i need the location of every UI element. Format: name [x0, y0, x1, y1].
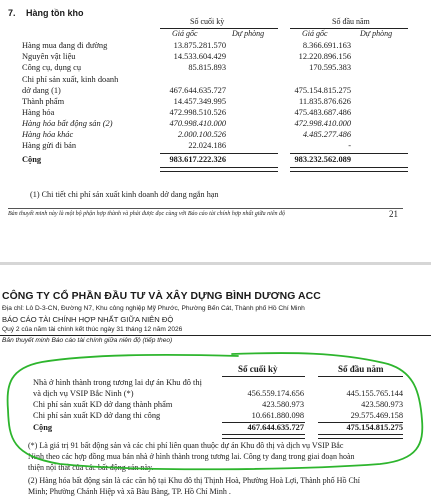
table-cell: 456.559.174.656: [247, 389, 304, 398]
footer-rule: [8, 208, 403, 209]
table-cell: 475.483.687.486: [294, 108, 351, 117]
scan-separator: [0, 262, 431, 265]
highlight-circle: [0, 340, 431, 475]
table-row-label: Chi phí sản xuất KD dở dang thi công: [33, 411, 161, 420]
note-star-line: thiện nội thất của các bất động sản này.: [28, 463, 154, 472]
report-title: BÁO CÁO TÀI CHÍNH HỢP NHẤT GIỮA NIÊN ĐỘ: [2, 315, 174, 324]
total-label: Cộng: [33, 423, 53, 432]
total-cell: 983.232.562.089: [294, 155, 351, 164]
table-cell: 12.220.896.156: [298, 52, 351, 61]
section-title: Hàng tồn kho: [26, 8, 84, 18]
total-rule: [160, 153, 278, 154]
total-label: Cộng: [22, 155, 42, 164]
sub-header-provision: Dự phòng: [360, 29, 393, 38]
section-number: 7.: [8, 8, 16, 18]
total-cell: 475.154.815.275: [346, 423, 403, 432]
table-cell: 85.815.893: [188, 63, 226, 72]
table-row-label: Hàng hóa khác: [22, 130, 74, 139]
col-header-begin: Số đầu năm: [338, 364, 384, 374]
table-cell: 472.998.510.526: [169, 108, 226, 117]
total-cell: 467.644.635.727: [247, 423, 304, 432]
note-star-line: (*) Là giá trị 91 bất động sản và các chi phí liên quan thuộc dự án Khu đô thị và dịch vụ VSIP Bắc: [28, 441, 344, 450]
sub-header-cost: Giá gốc: [302, 29, 328, 38]
page-number: 21: [389, 209, 398, 219]
table-cell: -: [348, 141, 351, 150]
table-cell: 29.575.469.158: [350, 411, 403, 420]
company-name: CÔNG TY CỔ PHẦN ĐẦU TƯ VÀ XÂY DỰNG BÌNH DƯƠNG ACC: [2, 291, 321, 302]
note-2-line: Minh; Phường Chánh Hiệp và xã Bàu Bàng, TP. Hồ Chí Minh .: [28, 487, 231, 496]
table-cell: 470.998.410.000: [169, 119, 226, 128]
table-row-label: Nguyên vật liệu: [22, 52, 76, 61]
total-rule: [290, 153, 408, 154]
table-row-label: Hàng hóa: [22, 108, 55, 117]
total-cell: 983.617.222.326: [169, 155, 226, 164]
table-cell: 472.998.410.000: [294, 119, 351, 128]
footnote: (1) Chi tiết chi phí sản xuất kinh doanh dở dang ngắn hạn: [30, 190, 219, 199]
company-address: Địa chỉ: Lô D-3-CN, Đường N7, Khu công nghiệp Mỹ Phước, Phường Bến Cát, Thành phố Hồ Chí Minh: [2, 305, 305, 312]
table-cell: 445.155.765.144: [346, 389, 403, 398]
table-row-label: Hàng hóa bất động sản (2): [22, 119, 113, 128]
table-cell: 14.457.349.995: [173, 97, 226, 106]
table-cell: 22.024.186: [188, 141, 226, 150]
table-cell: 2.000.100.526: [177, 130, 226, 139]
table-cell: 423.580.973: [361, 400, 403, 409]
table-row-label: Hàng gửi đi bán: [22, 141, 77, 150]
table-row-label: dở dang (1): [22, 86, 61, 95]
table-row-label: Chi phí sản xuất KD dở dang thành phẩm: [33, 400, 173, 409]
note-line: Bản thuyết minh Báo cáo tài chính giữa niên độ (tiếp theo): [2, 337, 173, 344]
highlight-stroke: [8, 353, 423, 469]
sub-header-provision: Dự phòng: [232, 29, 265, 38]
note-star-line: Ninh theo các hợp đồng mua bán nhà ở hình thành trong tương lai. Công ty đang trong giai đoạn hoàn: [28, 452, 355, 461]
note-2-line: (2) Hàng hóa bất động sản là các căn hộ tại Khu đô thị Thịnh Hoà, Phường Hoà Lợi, Thành phố Hồ Chí: [28, 476, 360, 485]
table-cell: 14.533.604.429: [173, 52, 226, 61]
double-rule: [160, 167, 278, 172]
table-cell: 8.366.691.163: [302, 41, 351, 50]
col-header-end: Số cuối kỳ: [238, 364, 278, 374]
table-cell: 10.661.880.098: [251, 411, 304, 420]
col-group-begin: Số đầu năm: [332, 17, 370, 26]
col-group-end: Số cuối kỳ: [190, 17, 225, 26]
table-cell: 11.835.876.626: [298, 97, 351, 106]
table-cell: 475.154.815.275: [294, 86, 351, 95]
table-cell: 13.875.281.570: [173, 41, 226, 50]
table-cell: 170.595.383: [309, 63, 351, 72]
footer-text: Bản thuyết minh này là một bộ phận hợp thành và phải được đọc cùng với Báo cáo tài chính hợp nhất giữa niên độ: [8, 211, 285, 217]
sub-header-cost: Giá gốc: [172, 29, 198, 38]
table-row-label: Công cụ, dụng cụ: [22, 63, 82, 72]
table-row-label: Nhà ở hình thành trong tương lai dự án Khu đô thị: [33, 378, 202, 387]
table-row-label: và dịch vụ VSIP Bắc Ninh (*): [33, 389, 134, 398]
double-rule: [290, 167, 408, 172]
header-rule: [0, 335, 431, 336]
table-cell: 423.580.973: [262, 400, 304, 409]
table-cell: 467.644.635.727: [169, 86, 226, 95]
report-period: Quý 2 của năm tài chính kết thúc ngày 31 tháng 12 năm 2026: [2, 326, 183, 333]
table-cell: 4.485.277.486: [302, 130, 351, 139]
table-row-label: Thành phẩm: [22, 97, 65, 106]
table-row-label: Chi phí sản xuất, kinh doanh: [22, 75, 119, 84]
table-row-label: Hàng mua đang đi đường: [22, 41, 108, 50]
